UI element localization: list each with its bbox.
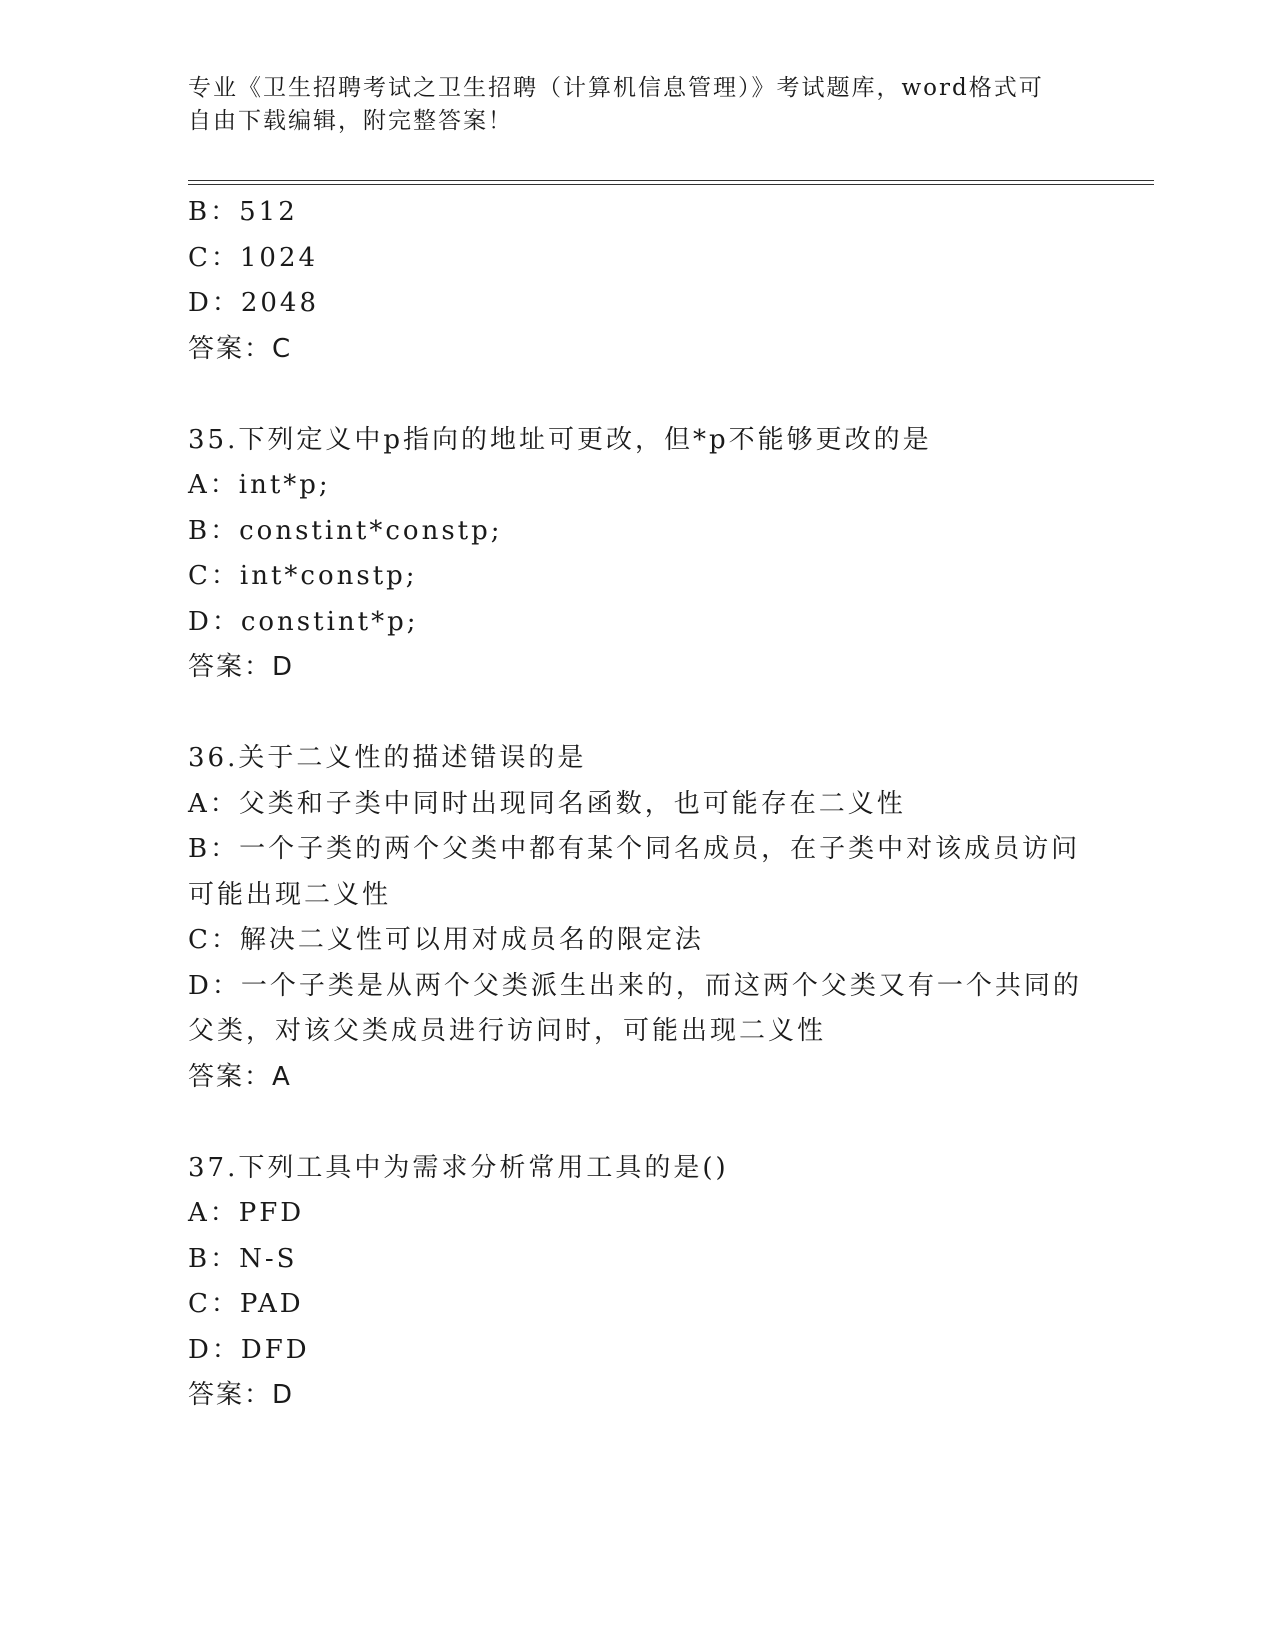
question-34-block <box>188 190 1088 372</box>
q36-option-d-line2: 父类，对该父类成员进行访问时，可能出现二义性 <box>188 1016 827 1046</box>
q37-option-a: A：PFD <box>188 1198 305 1228</box>
spacer <box>188 1100 1088 1146</box>
q34-answer: 答案：C <box>188 333 293 364</box>
q34-option-d: D：2048 <box>188 288 320 318</box>
q36-option-b-line1: B：一个子类的两个父类中都有某个同名成员，在子类中对该成员访问 <box>188 834 1081 864</box>
q37-option-b: B：N-S <box>188 1243 298 1274</box>
q37-option-c: C：PAD <box>188 1289 304 1319</box>
header-rule-top <box>188 180 1154 181</box>
q37-question: 37.下列工具中为需求分析常用工具的是() <box>188 1152 729 1183</box>
document-body <box>188 190 1088 1419</box>
q34-option-c: C：1024 <box>188 242 319 273</box>
q35-question: 35.下列定义中p指向的地址可更改，但*p不能够更改的是 <box>188 424 932 455</box>
q34-option-b: B：512 <box>188 197 298 227</box>
q36-question: 36.关于二义性的描述错误的是 <box>188 743 587 773</box>
q36-answer: 答案：A <box>188 1061 292 1092</box>
header-rule-bottom <box>188 184 1154 185</box>
q36-option-a: A：父类和子类中同时出现同名函数，也可能存在二义性 <box>188 788 906 819</box>
q35-option-a: A：int*p; <box>188 470 331 500</box>
q36-option-c: C：解决二义性可以用对成员名的限定法 <box>188 925 704 955</box>
q36-option-b-line2: 可能出现二义性 <box>188 879 392 910</box>
q35-answer: 答案：D <box>188 652 295 682</box>
q35-option-b: B：constint*constp; <box>188 515 503 546</box>
question-36-block <box>188 736 1088 1100</box>
q35-option-d: D：constint*p; <box>188 606 419 637</box>
q36-option-d-line1: D：一个子类是从两个父类派生出来的，而这两个父类又有一个共同的 <box>188 970 1082 1001</box>
q35-option-c: C：int*constp; <box>188 561 418 591</box>
q37-option-d: D：DFD <box>188 1334 310 1365</box>
spacer <box>188 372 1088 418</box>
question-37-block <box>188 1146 1088 1419</box>
question-35-block <box>188 418 1088 691</box>
document-header: 专业《卫生招聘考试之卫生招聘（计算机信息管理）》考试题库，word格式可自由下载编辑，附完整答案！ <box>188 75 1044 134</box>
spacer <box>188 691 1088 737</box>
q37-answer: 答案：D <box>188 1380 295 1410</box>
